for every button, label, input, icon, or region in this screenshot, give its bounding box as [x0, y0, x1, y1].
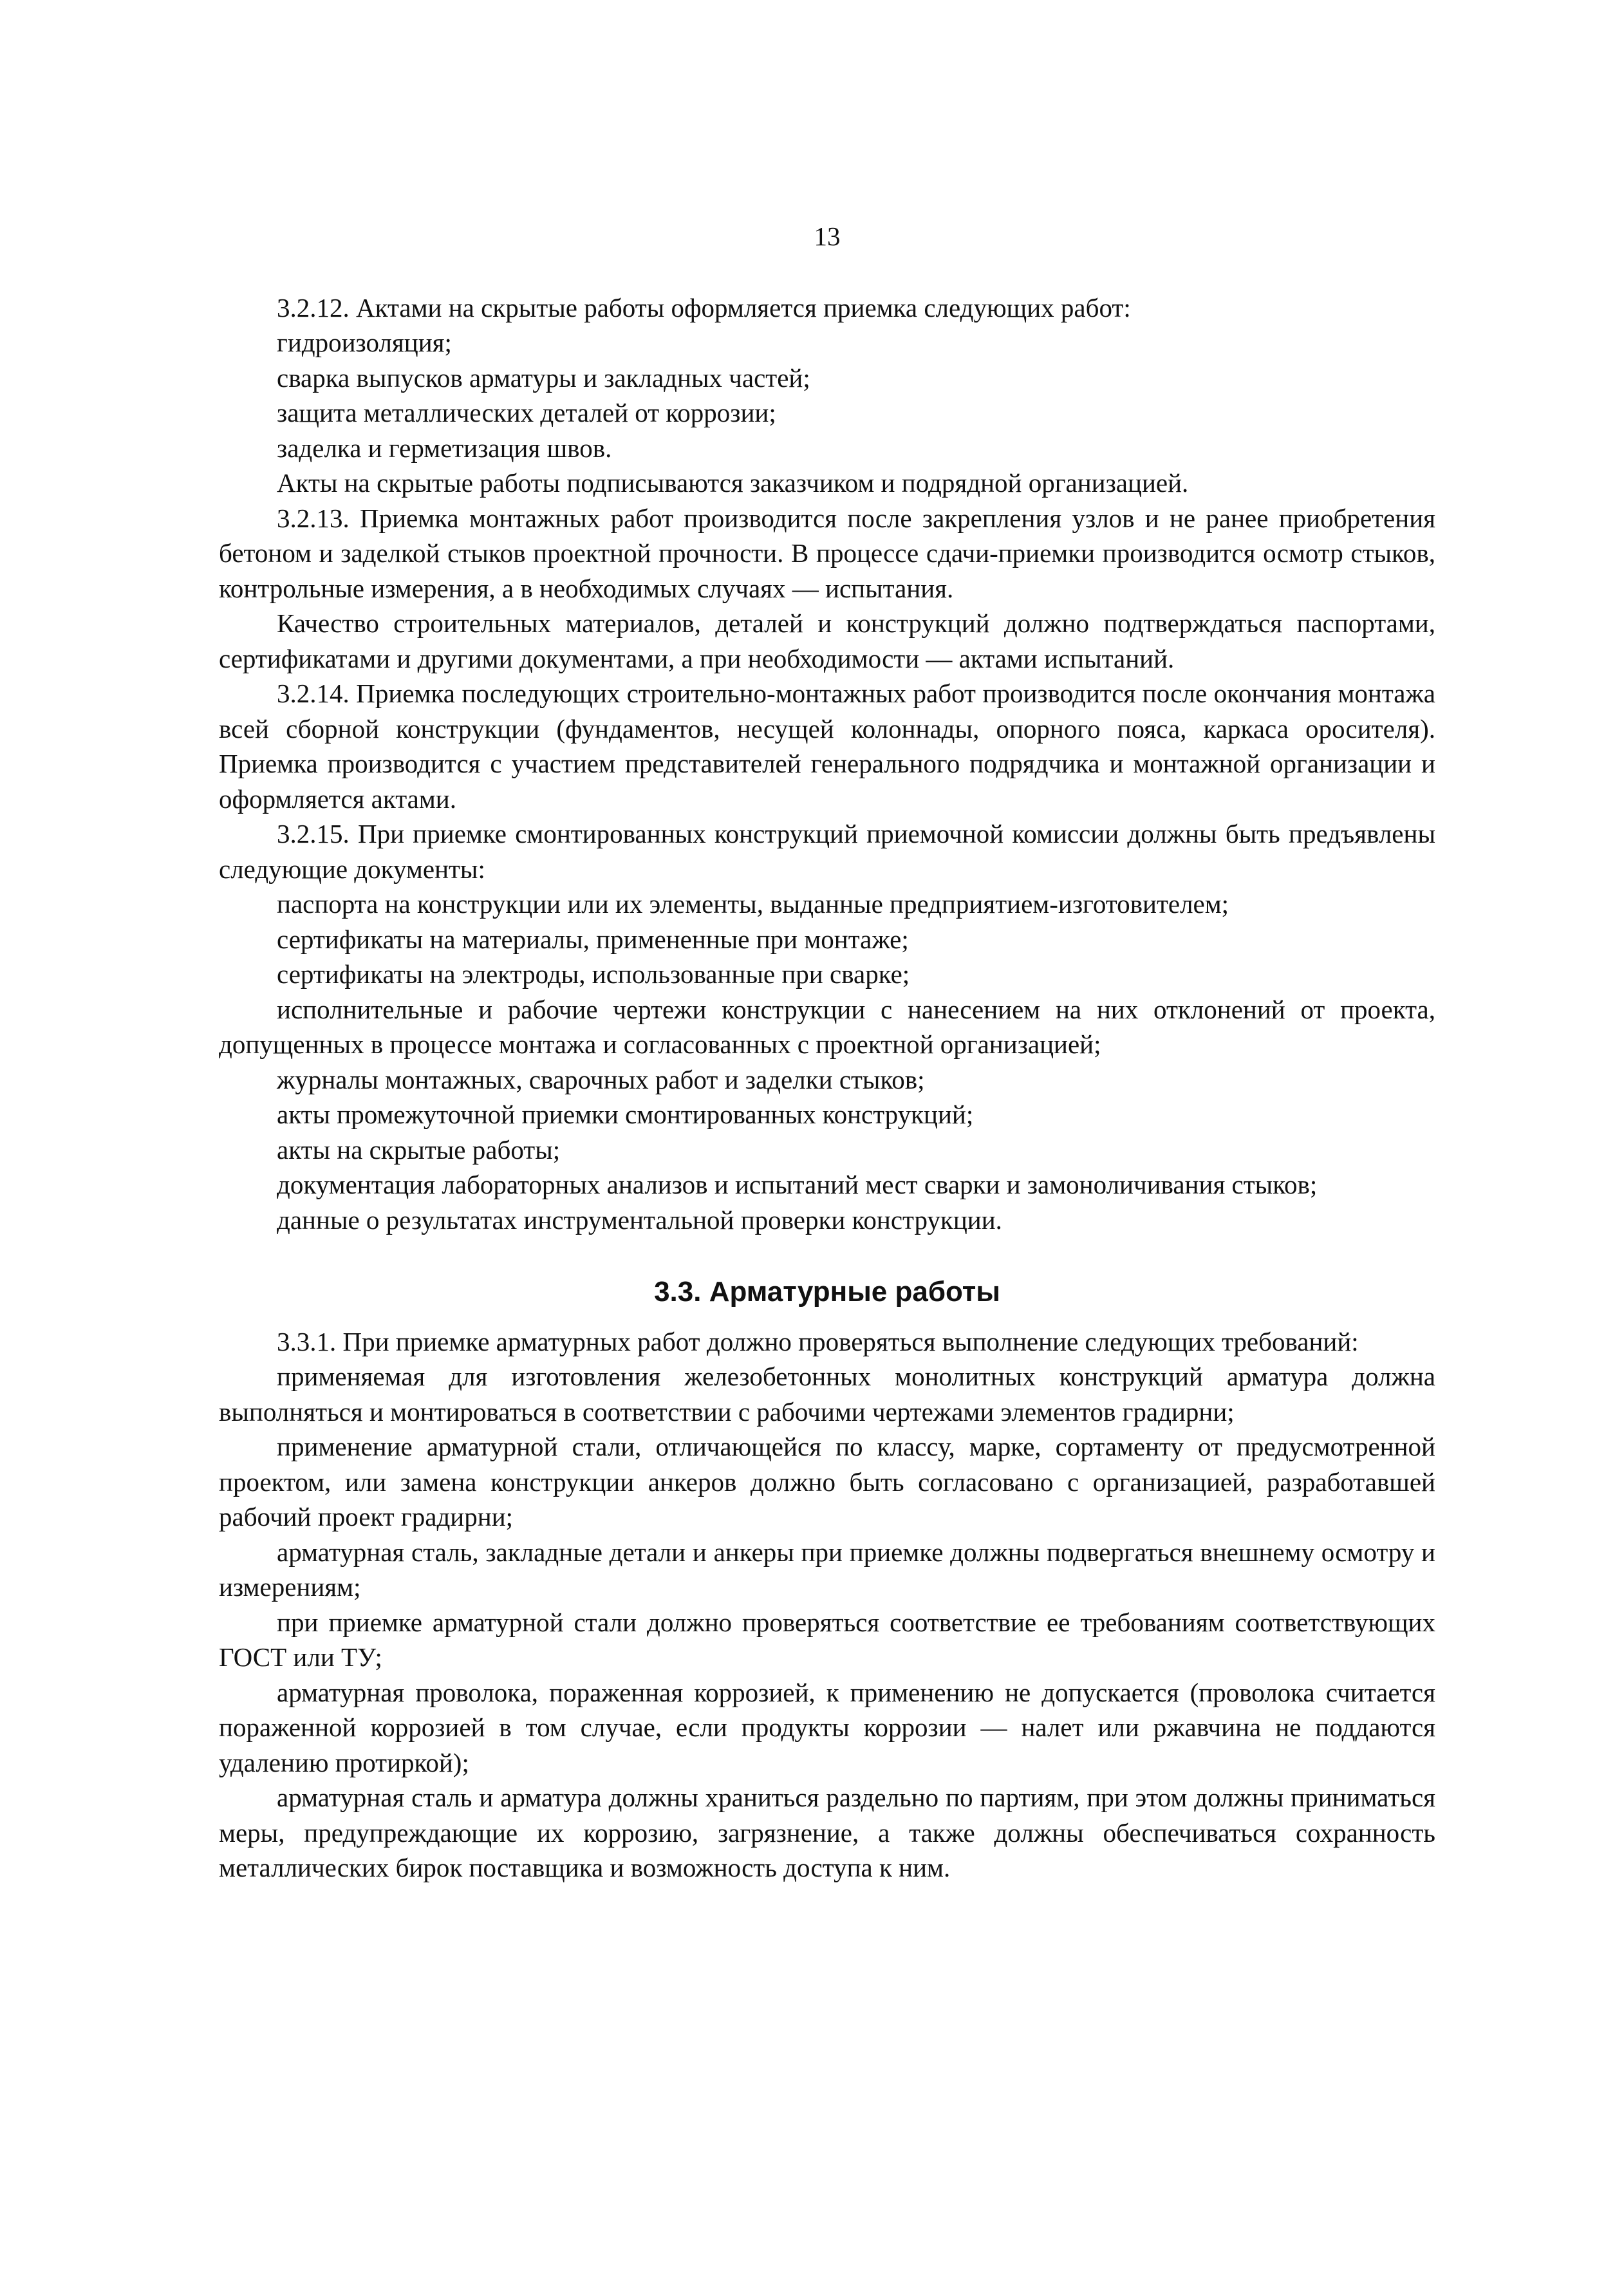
- list-item: документация лабораторных анализов и испытаний мест сварки и замоноличивания стыков;: [277, 1170, 1318, 1199]
- list-item: применяемая для изготовления железобетонных монолитных конструкций арматура должна выполняться и монтироваться в соответствии с рабочими чертежами элементов градирни;: [219, 1362, 1435, 1427]
- list-item: гидроизоляция;: [277, 328, 452, 357]
- paragraph-3-2-14: 3.2.14. Приемка последующих строительно-монтажных работ производится после окончания монтажа всей сборной конструкции (фундаментов, несущей колоннады, опорного пояса, каркаса оросителя). Приемка производится с участием представителей генерального подрядчика и монтажной организации и оформляется актами.: [219, 679, 1435, 814]
- list-item: сертификаты на электроды, использованные при сварке;: [277, 959, 910, 989]
- list-item: защита металлических деталей от коррозии;: [277, 398, 776, 427]
- list-item: сертификаты на материалы, примененные при монтаже;: [277, 924, 909, 954]
- list-item: исполнительные и рабочие чертежи конструкции с нанесением на них отклонений от проекта, допущенных в процессе монтажа и согласованных с проектной организацией;: [219, 994, 1435, 1059]
- list-item: арматурная сталь, закладные детали и анкеры при приемке должны подвергаться внешнему осмотру и измерениям;: [219, 1537, 1435, 1602]
- list-item: журналы монтажных, сварочных работ и заделки стыков;: [277, 1064, 925, 1094]
- paragraph-3-3-1: 3.3.1. При приемке арматурных работ должно проверяться выполнение следующих требований:: [277, 1326, 1359, 1356]
- list-item: арматурная сталь и арматура должны храниться раздельно по партиям, при этом должны приниматься меры, предупреждающие их коррозию, загрязнение, а также должны обеспечиваться сохранность металлических бирок поставщика и возможность доступа к ним.: [219, 1783, 1435, 1882]
- list-item: арматурная проволока, пораженная коррозией, к применению не допускается (проволока считается пораженной коррозией в том случае, если продукты коррозии — налет или ржавчина не поддаются удалению протиркой);: [219, 1677, 1435, 1777]
- quality-paragraph: Качество строительных материалов, деталей и конструкций должно подтверждаться паспортами, сертификатами и другими документами, а при необходимости — актами испытаний.: [219, 608, 1435, 673]
- list-item: акты на скрытые работы;: [277, 1134, 561, 1165]
- section-heading-3-3: 3.3. Арматурные работы: [654, 1276, 1000, 1307]
- page-number: 13: [814, 221, 841, 251]
- paragraph-3-2-13: 3.2.13. Приемка монтажных работ производится после закрепления узлов и не ранее приобретения бетоном и заделкой стыков проектной прочности. В процессе сдачи-приемки производится осмотр стыков, контрольные измерения, а в необходимых случаях — испытания.: [219, 503, 1435, 603]
- list-item: данные о результатах инструментальной проверки конструкции.: [277, 1204, 1002, 1235]
- list-item: при приемке арматурной стали должно проверяться соответствие ее требованиям соответствующих ГОСТ или ТУ;: [219, 1607, 1435, 1672]
- document-page: [219, 219, 1435, 1886]
- paragraph-3-2-12: 3.2.12. Актами на скрытые работы оформляется приемка следующих работ:: [277, 292, 1131, 323]
- list-item: применение арматурной стали, отличающейся по классу, марке, сортаменту от предусмотренной проектом, или замена конструкции анкеров должно быть согласовано с организацией, разработавшей рабочий проект градирни;: [219, 1432, 1435, 1532]
- list-item: сварка выпусков арматуры и закладных частей;: [277, 362, 810, 393]
- list-item: паспорта на конструкции или их элементы, выданные предприятием-изготовителем;: [277, 889, 1229, 919]
- list-item: акты промежуточной приемки смонтированных конструкций;: [277, 1100, 974, 1129]
- list-item: заделка и герметизация швов.: [277, 433, 612, 463]
- paragraph-3-2-15: 3.2.15. При приемке смонтированных конструкций приемочной комиссии должны быть предъявлены следующие документы:: [219, 819, 1435, 884]
- acts-signed-paragraph: Акты на скрытые работы подписываются заказчиком и подрядной организацией.: [277, 468, 1189, 498]
